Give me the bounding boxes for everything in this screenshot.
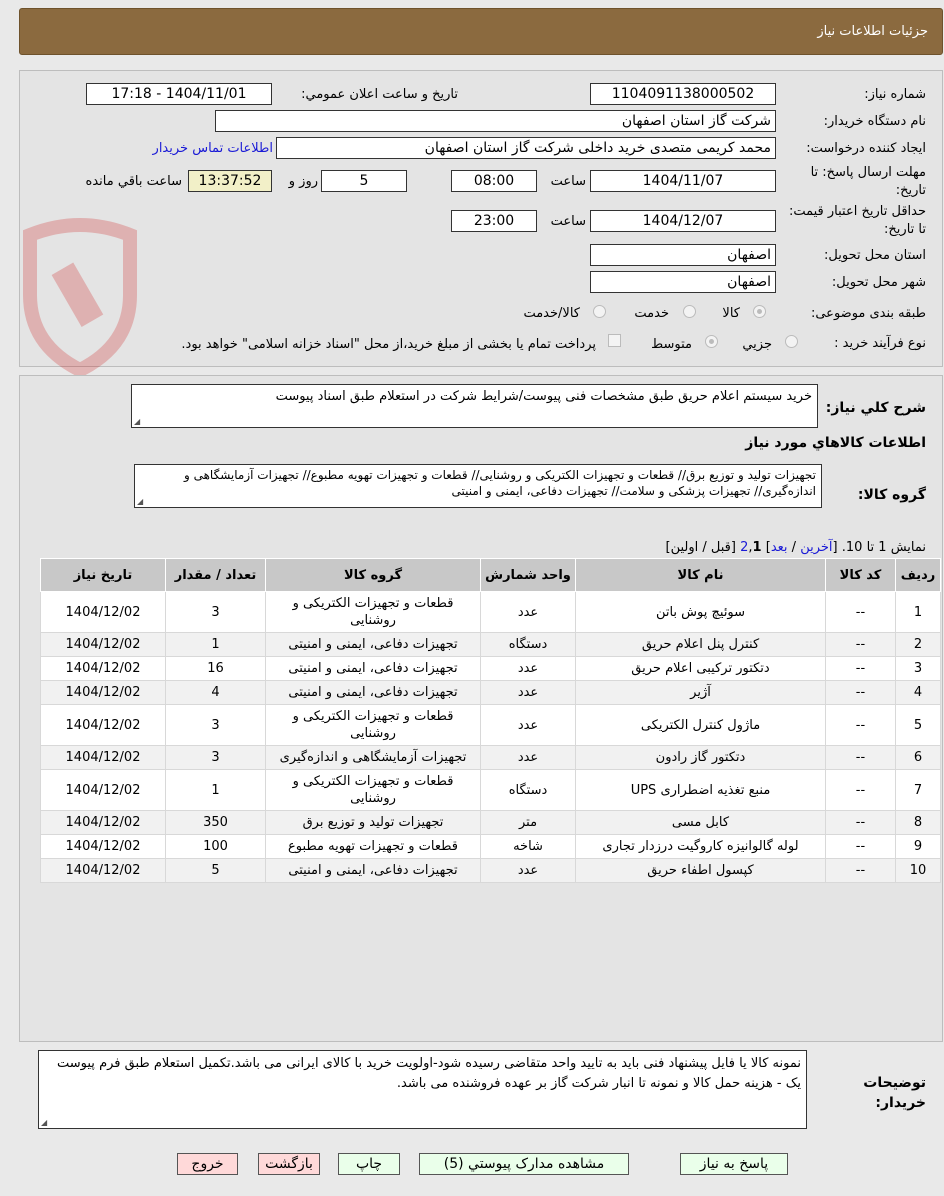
need-number-field[interactable]: 1104091138000502 (590, 83, 776, 105)
days-field[interactable]: 5 (321, 170, 407, 192)
row-number-cell: 1 (896, 592, 941, 633)
category-option-both: کالا/خدمت (523, 306, 580, 321)
goods-group-cell: قطعات و تجهیزات تهویه مطبوع (266, 835, 481, 859)
deadline-time-field[interactable]: 08:00 (451, 170, 537, 192)
table-row[interactable] (41, 681, 941, 705)
buyer-notes-textarea[interactable] (38, 1050, 807, 1129)
buyer-org-field[interactable]: شرکت گاز استان اصفهان (215, 110, 776, 132)
resize-grip-icon[interactable]: ◢ (137, 497, 144, 506)
unit-cell: عدد (481, 657, 576, 681)
pagination-page-2[interactable]: 2 (740, 540, 749, 555)
unit-cell: عدد (481, 592, 576, 633)
goods-code-cell: -- (826, 633, 896, 657)
unit-cell: متر (481, 811, 576, 835)
quantity-cell: 4 (166, 681, 266, 705)
goods-group-cell: تجهیزات دفاعی، ایمنی و امنیتی (266, 681, 481, 705)
goods-group-cell: تجهیزات دفاعی، ایمنی و امنیتی (266, 633, 481, 657)
goods-group-textarea[interactable] (134, 464, 822, 508)
column-header: ردیف (896, 559, 941, 592)
row-number-cell: 8 (896, 811, 941, 835)
goods-group-label: گروه کالا: (857, 487, 926, 503)
unit-cell: دستگاه (481, 770, 576, 811)
treasury-payment-note: پرداخت تمام یا بخشی از مبلغ خرید،از محل "اسناد خزانه اسلامی" خواهد بود. (181, 337, 596, 352)
need-date-cell: 1404/12/02 (41, 657, 166, 681)
need-date-cell: 1404/12/02 (41, 811, 166, 835)
description-text: خرید سیستم اعلام حریق طبق مشخصات فنی پیوست/شرایط شرکت در استعلام طبق اسناد پیوست (275, 389, 812, 404)
announce-field[interactable]: 1404/11/01 - 17:18 (86, 83, 272, 105)
goods-code-cell: -- (826, 592, 896, 633)
deadline-time-label: ساعت (550, 174, 586, 189)
pagination (666, 540, 926, 555)
goods-group-text: تجهیزات تولید و توزیع برق// قطعات و تجهیزات الکتریکی و روشنایی// قطعات و تجهیزات تهویه مطبوع// تجهیزات آزمایشگاهی و اندازه‌گیری// تجهیزات پزشکی و سلامت// تجهیزات دفاعی، ایمنی و امنیتی (183, 468, 816, 498)
view-attachments-button[interactable]: مشاهده مدارک پیوستي (5) (419, 1153, 629, 1175)
goods-group-cell: تجهیزات دفاعی، ایمنی و امنیتی (266, 657, 481, 681)
row-number-cell: 9 (896, 835, 941, 859)
need-number-label: شماره نیاز: (864, 87, 926, 102)
need-date-cell: 1404/12/02 (41, 835, 166, 859)
page-header (19, 8, 943, 55)
buyer-notes-label: توضیحات خریدار: (863, 1075, 926, 1111)
goods-name-cell: لوله گالوانیزه کاروگیت درزدار تجاری (576, 835, 826, 859)
remaining-time-field: 13:37:52 (188, 170, 272, 192)
goods-section-title: اطلاعات کالاهاي مورد نیاز (745, 435, 926, 451)
column-header: واحد شمارش (481, 559, 576, 592)
goods-code-cell: -- (826, 835, 896, 859)
process-option-medium: متوسط (651, 337, 692, 352)
goods-name-cell: ماژول کنترل الکتریکی (576, 705, 826, 746)
goods-code-cell: -- (826, 811, 896, 835)
table-row[interactable] (41, 657, 941, 681)
unit-cell: دستگاه (481, 633, 576, 657)
category-radio-both[interactable] (593, 305, 606, 318)
resize-grip-icon[interactable]: ◢ (134, 417, 141, 426)
remaining-label: ساعت باقي مانده (85, 174, 182, 189)
deadline-label: مهلت ارسال پاسخ: تا تاریخ: (810, 165, 926, 198)
announce-label: تاریخ و ساعت اعلان عمومي: (301, 87, 458, 102)
column-header: تاریخ نیاز (41, 559, 166, 592)
row-number-cell: 2 (896, 633, 941, 657)
quantity-cell: 100 (166, 835, 266, 859)
goods-name-cell: سوئیچ پوش باتن (576, 592, 826, 633)
buyer-contact-link[interactable]: اطلاعات تماس خریدار (152, 141, 273, 156)
unit-cell: شاخه (481, 835, 576, 859)
separator: / (791, 540, 797, 555)
separator: , (748, 540, 753, 555)
goods-name-cell: دتکتور ترکیبی اعلام حریق (576, 657, 826, 681)
column-header: کد کالا (826, 559, 896, 592)
table-row[interactable] (41, 835, 941, 859)
table-header-row (41, 559, 941, 592)
respond-button[interactable]: پاسخ به نیاز (680, 1153, 788, 1175)
bracket: [ (832, 540, 838, 555)
process-label: نوع فرآیند خرید : (834, 336, 926, 351)
row-number-cell: 7 (896, 770, 941, 811)
goods-code-cell: -- (826, 657, 896, 681)
goods-group-cell: تجهیزات تولید و توزیع برق (266, 811, 481, 835)
table-row[interactable] (41, 811, 941, 835)
pagination-next-link[interactable]: بعد (770, 540, 788, 555)
buyer-notes-text: نمونه کالا یا فایل پیشنهاد فنی باید به تایید واحد متقاضی رسیده شود-اولویت خرید با کالای ایرانی می باشد.تکمیل استعلام طبق فرم پیوست یک - هزینه حمل کالا و نمونه تا انبار شرکت گاز بر عهده فروشنده می باشد. (57, 1056, 801, 1091)
goods-name-cell: آژیر (576, 681, 826, 705)
goods-code-cell: -- (826, 746, 896, 770)
goods-name-cell: کپسول اطفاء حریق (576, 859, 826, 883)
goods-code-cell: -- (826, 859, 896, 883)
table-row[interactable] (41, 770, 941, 811)
table-row[interactable] (41, 746, 941, 770)
need-date-cell: 1404/12/02 (41, 592, 166, 633)
goods-name-cell: منبع تغذیه اضطراری UPS (576, 770, 826, 811)
column-header: نام کالا (576, 559, 826, 592)
quantity-cell: 350 (166, 811, 266, 835)
need-date-cell: 1404/12/02 (41, 681, 166, 705)
buyer-org-label: نام دستگاه خریدار: (823, 114, 926, 129)
goods-code-cell: -- (826, 705, 896, 746)
exit-button[interactable]: خروج (177, 1153, 238, 1175)
category-option-service: خدمت (634, 306, 669, 321)
need-date-cell: 1404/12/02 (41, 705, 166, 746)
pagination-page-1-current: 1 (752, 540, 762, 555)
goods-group-cell: تجهیزات دفاعی، ایمنی و امنیتی (266, 859, 481, 883)
row-number-cell: 5 (896, 705, 941, 746)
category-label: طبقه بندی موضوعی: (810, 306, 926, 321)
need-date-cell: 1404/12/02 (41, 633, 166, 657)
goods-group-cell: قطعات و تجهیزات الکتریکی و روشنایی (266, 770, 481, 811)
row-number-cell: 4 (896, 681, 941, 705)
pagination-last-link[interactable]: آخرین (800, 540, 833, 555)
process-option-minor: جزیي (742, 337, 772, 352)
creator-field[interactable]: محمد کریمی متصدی خرید داخلی شرکت گاز استان اصفهان (276, 137, 776, 159)
province-field[interactable]: اصفهان (590, 244, 776, 266)
print-button[interactable]: چاپ (338, 1153, 400, 1175)
goods-group-cell: قطعات و تجهیزات الکتریکی و روشنایی (266, 592, 481, 633)
page-title: جزئیات اطلاعات نیاز (817, 24, 928, 39)
quantity-cell: 16 (166, 657, 266, 681)
quantity-cell: 5 (166, 859, 266, 883)
quantity-cell: 1 (166, 633, 266, 657)
table-row[interactable] (41, 859, 941, 883)
goods-name-cell: کابل مسی (576, 811, 826, 835)
creator-label: ایجاد کننده درخواست: (806, 141, 926, 156)
resize-grip-icon[interactable]: ◢ (41, 1118, 48, 1127)
validity-label: حداقل تاریخ اعتبار قیمت: تا تاریخ: (788, 204, 926, 237)
row-number-cell: 6 (896, 746, 941, 770)
unit-cell: عدد (481, 859, 576, 883)
validity-date-field[interactable]: 1404/12/07 (590, 210, 776, 232)
quantity-cell: 3 (166, 592, 266, 633)
back-button[interactable]: بازگشت (258, 1153, 320, 1175)
table-row[interactable] (41, 633, 941, 657)
description-textarea[interactable] (131, 384, 818, 428)
quantity-cell: 3 (166, 746, 266, 770)
category-option-goods: کالا (722, 306, 740, 321)
goods-group-cell: قطعات و تجهیزات الکتریکی و روشنایی (266, 705, 481, 746)
deadline-date-field[interactable]: 1404/11/07 (590, 170, 776, 192)
description-label: شرح کلي نیاز: (825, 400, 926, 416)
goods-code-cell: -- (826, 770, 896, 811)
city-label: شهر محل تحویل: (831, 275, 926, 290)
goods-name-cell: کنترل پنل اعلام حریق (576, 633, 826, 657)
validity-time-label: ساعت (550, 214, 586, 229)
process-radio-minor[interactable] (785, 335, 798, 348)
goods-code-cell: -- (826, 681, 896, 705)
row-number-cell: 10 (896, 859, 941, 883)
goods-table (40, 558, 941, 883)
quantity-cell: 3 (166, 705, 266, 746)
process-radio-medium[interactable] (705, 335, 718, 348)
need-date-cell: 1404/12/02 (41, 770, 166, 811)
quantity-cell: 1 (166, 770, 266, 811)
unit-cell: عدد (481, 681, 576, 705)
category-radio-goods[interactable] (753, 305, 766, 318)
days-label: روز و (288, 174, 318, 189)
province-label: استان محل تحویل: (824, 248, 926, 263)
treasury-payment-checkbox[interactable] (608, 334, 621, 347)
need-date-cell: 1404/12/02 (41, 859, 166, 883)
pagination-prev-first: [قبل / اولین] (665, 540, 736, 555)
goods-group-cell: تجهیزات آزمایشگاهی و اندازه‌گیری (266, 746, 481, 770)
unit-cell: عدد (481, 705, 576, 746)
category-radio-service[interactable] (683, 305, 696, 318)
column-header: تعداد / مقدار (166, 559, 266, 592)
row-number-cell: 3 (896, 657, 941, 681)
goods-name-cell: دتکتور گاز رادون (576, 746, 826, 770)
column-header: گروه کالا (266, 559, 481, 592)
city-field[interactable]: اصفهان (590, 271, 776, 293)
pagination-summary: نمایش 1 تا 10. (841, 540, 926, 555)
need-date-cell: 1404/12/02 (41, 746, 166, 770)
table-row[interactable] (41, 705, 941, 746)
bracket: ] (765, 540, 771, 555)
validity-time-field[interactable]: 23:00 (451, 210, 537, 232)
unit-cell: عدد (481, 746, 576, 770)
table-row[interactable] (41, 592, 941, 633)
